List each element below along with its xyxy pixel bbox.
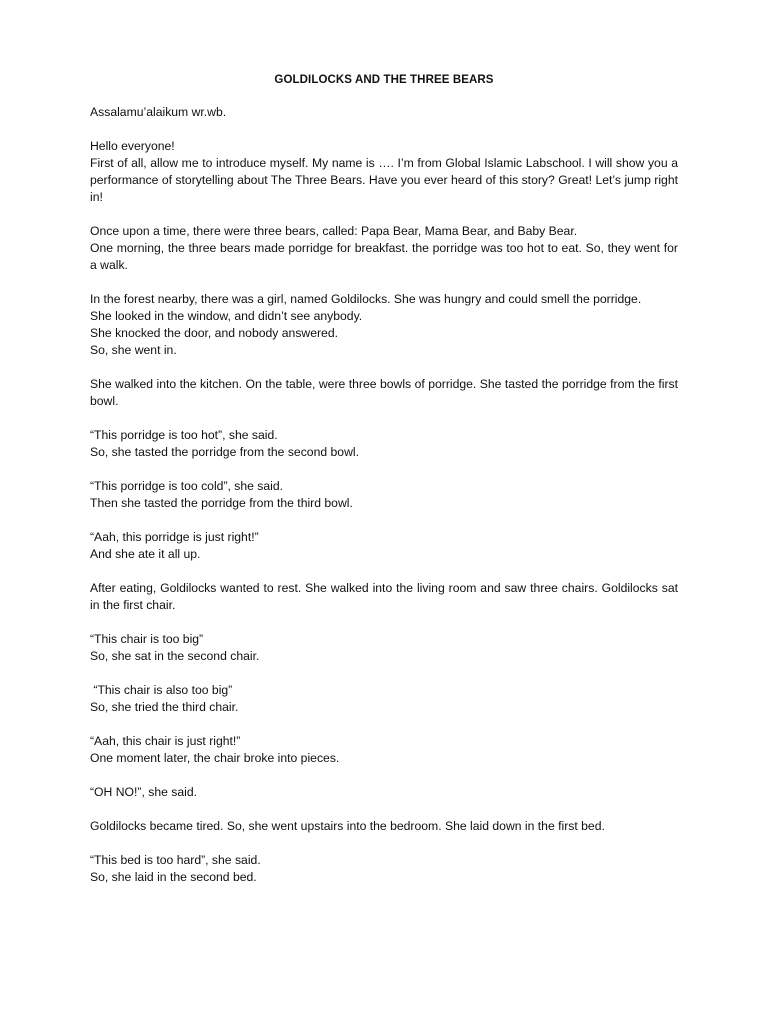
paragraph <box>90 784 678 801</box>
paragraph-line: “Aah, this chair is just right!” <box>90 734 241 748</box>
paragraph-line: “This porridge is too hot”, she said. <box>90 428 278 442</box>
paragraph-line: In the forest nearby, there was a girl, named Goldilocks. She was hungry and could smell the porridge. <box>90 292 642 306</box>
paragraph-line: She knocked the door, and nobody answered. <box>90 326 338 340</box>
paragraph-line: So, she tried the third chair. <box>90 700 239 714</box>
paragraph-line: Then she tasted the porridge from the third bowl. <box>90 496 353 510</box>
paragraph-line: So, she laid in the second bed. <box>90 870 257 884</box>
document-body <box>90 104 682 886</box>
paragraph <box>90 818 678 835</box>
paragraph-line: So, she went in. <box>90 343 177 357</box>
paragraph-line: She looked in the window, and didn’t see anybody. <box>90 309 363 323</box>
paragraph <box>90 529 678 563</box>
paragraph <box>90 580 682 614</box>
paragraph <box>90 631 678 665</box>
document-title: GOLDILOCKS AND THE THREE BEARS <box>274 74 494 86</box>
paragraph-line: “Aah, this porridge is just right!” <box>90 530 259 544</box>
paragraph <box>90 427 678 461</box>
paragraph <box>90 138 682 206</box>
paragraph <box>90 478 678 512</box>
paragraph-line: Once upon a time, there were three bears, called: Papa Bear, Mama Bear, and Baby Bear. <box>90 224 578 238</box>
paragraph <box>90 376 682 410</box>
paragraph-line: So, she tasted the porridge from the second bowl. <box>90 445 359 459</box>
paragraph <box>90 291 678 359</box>
document-page <box>90 72 682 903</box>
paragraph-line: And she ate it all up. <box>90 547 201 561</box>
paragraph-line: One morning, the three bears made porridge for breakfast. the porridge was too hot to eat. So, they went for a walk. <box>90 241 682 272</box>
paragraph-line: “This chair is too big” <box>90 632 204 646</box>
paragraph-line: Hello everyone! <box>90 139 175 153</box>
paragraph-line: Goldilocks became tired. So, she went upstairs into the bedroom. She laid down in the first bed. <box>90 819 605 833</box>
paragraph <box>90 223 682 274</box>
paragraph <box>90 682 678 716</box>
paragraph-line: First of all, allow me to introduce myself. My name is …. I’m from Global Islamic Labschool. I will show you a performance of storytelling about The Three Bears. Have you ever heard of this story? Great! Let’s jump right in! <box>90 156 682 204</box>
paragraph-line: “OH NO!”, she said. <box>90 785 198 799</box>
paragraph-line: She walked into the kitchen. On the table, were three bowls of porridge. She tasted the porridge from the first bowl. <box>90 377 682 408</box>
paragraph-line: “This bed is too hard”, she said. <box>90 853 261 867</box>
paragraph-line: One moment later, the chair broke into pieces. <box>90 751 340 765</box>
paragraph-line: So, she sat in the second chair. <box>90 649 260 663</box>
paragraph-line: “This chair is also too big” <box>90 683 233 697</box>
paragraph-line: “This porridge is too cold”, she said. <box>90 479 284 493</box>
paragraph-line: After eating, Goldilocks wanted to rest. She walked into the living room and saw three chairs. Goldilocks sat in the first chair. <box>90 581 682 612</box>
paragraph-line: Assalamu’alaikum wr.wb. <box>90 105 227 119</box>
paragraph <box>90 852 678 886</box>
paragraph <box>90 733 678 767</box>
paragraph <box>90 104 678 121</box>
